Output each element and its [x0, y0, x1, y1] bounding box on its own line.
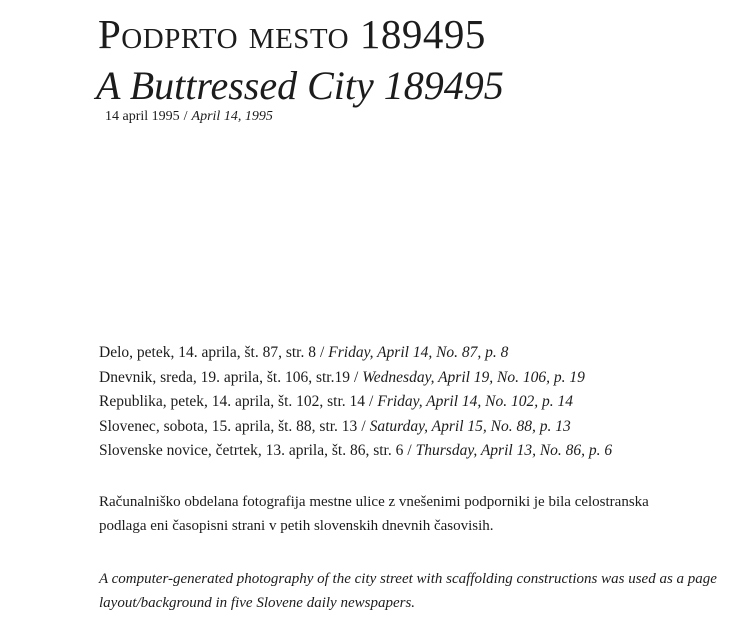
source-slovene: Slovenske novice, četrtek, 13. aprila, št. 86, str. 6 [99, 442, 404, 459]
description-slovene: Računalniško obdelana fotografija mestne ulice z vnešenimi podporniki je bila celostranska podlaga eni časopisni strani v petih slovenskih dnevnih časovisih. [99, 494, 649, 534]
source-slovene: Delo, petek, 14. aprila, št. 87, str. 8 [99, 344, 316, 361]
source-separator: / [369, 393, 374, 410]
date-english: April 14, 1995 [191, 109, 273, 124]
source-english: Friday, April 14, No. 102, p. 14 [377, 393, 573, 410]
title-english: A Buttressed City 189495 [96, 63, 504, 108]
source-separator: / [319, 344, 325, 361]
description-english: A computer-generated photography of the city street with scaffolding constructions was used as a page layout/background in five Slovene daily newspapers. [99, 571, 717, 611]
source-english: Wednesday, April 19, No. 106, p. 19 [362, 368, 585, 386]
source-separator: / [353, 368, 359, 386]
date-separator: / [183, 109, 188, 124]
source-english: Thursday, April 13, No. 86, p. 6 [415, 442, 613, 459]
source-list [99, 341, 612, 464]
source-item [99, 390, 612, 415]
source-english: Saturday, April 15, No. 88, p. 13 [369, 417, 571, 435]
source-item [99, 415, 612, 440]
source-item [99, 366, 612, 391]
source-separator: / [361, 417, 366, 435]
source-item [99, 341, 612, 366]
date-slovene: 14 april 1995 [105, 109, 180, 124]
source-separator: / [407, 442, 412, 459]
source-slovene: Republika, petek, 14. aprila, št. 102, str. 14 [99, 393, 366, 410]
source-item [99, 439, 612, 464]
source-english: Friday, April 14, No. 87, p. 8 [328, 344, 509, 361]
title-slovene: Podprto mesto 189495 [98, 11, 486, 57]
date-line [105, 108, 273, 126]
source-slovene: Dnevnik, sreda, 19. aprila, št. 106, str.19 [99, 368, 350, 386]
source-slovene: Slovenec, sobota, 15. aprila, št. 88, str. 13 [99, 417, 358, 435]
